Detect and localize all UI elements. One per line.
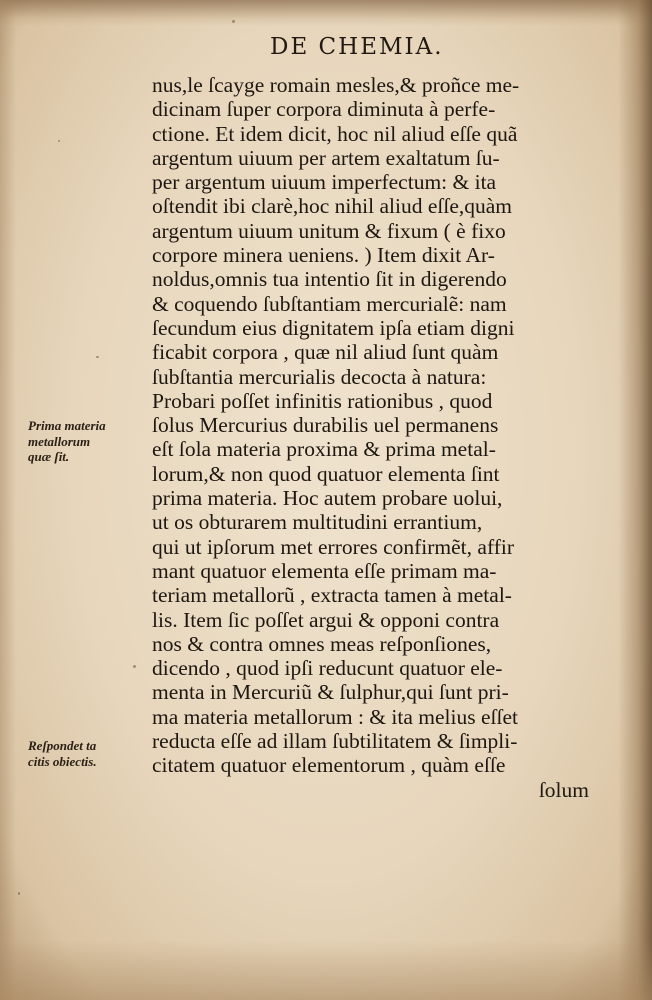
text-line: qui ut ipſorum met errores confirmẽt, affir bbox=[152, 534, 515, 559]
text-line: oſtendit ibi clarè,hoc nihil aliud eſſe,quàm bbox=[152, 194, 513, 219]
text-line: corpore minera ueniens. ) Item dixit Ar- bbox=[152, 243, 495, 268]
text-line: argentum uiuum unitum & fixum ( è fixo bbox=[152, 218, 506, 243]
margin-note-line: Reſpondet ta bbox=[28, 738, 97, 753]
text-line: ut os obturarem multitudini errantium, bbox=[152, 510, 483, 535]
paper-speck bbox=[133, 665, 136, 668]
text-line: reducta eſſe ad illam ſubtilitatem & ſimpli- bbox=[152, 729, 518, 754]
margin-note-prima-materia bbox=[28, 418, 148, 465]
text-line: nos & contra omnes meas reſponſiones, bbox=[152, 631, 492, 656]
text-line: nus,le ſcayge romain mesles,& proñce me- bbox=[152, 73, 520, 97]
text-line: ſolus Mercurius durabilis uel permanens bbox=[152, 413, 499, 438]
text-line: ſecundum eius dignitatem ipſa etiam digni bbox=[152, 315, 515, 340]
text-line: ficabit corpora , quæ nil aliud ſunt quàm bbox=[152, 340, 499, 365]
running-header: DE CHEMIA. bbox=[270, 34, 444, 60]
text-line: per argentum uiuum imperfectum: & ita bbox=[152, 170, 497, 195]
paper-speck bbox=[232, 20, 235, 23]
text-line: ma materia metallorum : & ita melius eſſet bbox=[152, 704, 518, 729]
margin-note-line: Prima materia bbox=[28, 418, 106, 433]
catchword: ſolum bbox=[538, 777, 589, 802]
text-line: eſt ſola materia proxima & prima metal- bbox=[152, 437, 496, 462]
text-line: argentum uiuum per artem exaltatum ſu- bbox=[152, 145, 500, 170]
page-left-shadow bbox=[0, 0, 16, 1000]
paper-speck bbox=[18, 892, 20, 895]
text-line: & coquendo ſubſtantiam mercurialẽ: nam bbox=[152, 291, 507, 316]
text-line: dicinam ſuper corpora diminuta à perfe- bbox=[152, 97, 496, 122]
margin-note-line: metallorum bbox=[28, 433, 91, 449]
text-line: prima materia. Hoc autem probare uolui, bbox=[152, 486, 503, 511]
text-line: menta in Mercuriũ & ſulphur,qui ſunt pri- bbox=[152, 680, 509, 705]
page-bottom-shadow bbox=[0, 940, 652, 1000]
margin-note-line: quæ ſit. bbox=[28, 449, 70, 464]
text-line: dicendo , quod ipſi reducunt quatuor ele- bbox=[152, 656, 503, 681]
margin-note-respondet bbox=[28, 738, 148, 769]
text-line: teriam metallorũ , extracta tamen à metal- bbox=[152, 583, 512, 608]
text-line: noldus,omnis tua intentio ſit in digerendo bbox=[152, 267, 507, 292]
text-line: citatem quatuor elementorum , quàm eſſe bbox=[152, 753, 506, 778]
text-line: ſubſtantia mercurialis decocta à natura: bbox=[152, 364, 487, 389]
paper-speck bbox=[96, 356, 99, 358]
text-line: lis. Item ſic poſſet argui & opponi contra bbox=[152, 607, 500, 632]
margin-note-line: citis obiectis. bbox=[28, 753, 97, 769]
text-line: mant quatuor elementa eſſe primam ma- bbox=[152, 558, 497, 583]
main-text-block bbox=[152, 73, 597, 802]
text-line: ctione. Et idem dicit, hoc nil aliud eſſe quã bbox=[152, 121, 518, 146]
page-right-shadow bbox=[618, 0, 652, 1000]
page-top-shadow bbox=[0, 0, 652, 26]
text-line: lorum,& non quod quatuor elementa ſint bbox=[152, 461, 500, 486]
text-line: Probari poſſet infinitis rationibus , quod bbox=[152, 388, 493, 413]
paper-speck bbox=[58, 140, 60, 142]
